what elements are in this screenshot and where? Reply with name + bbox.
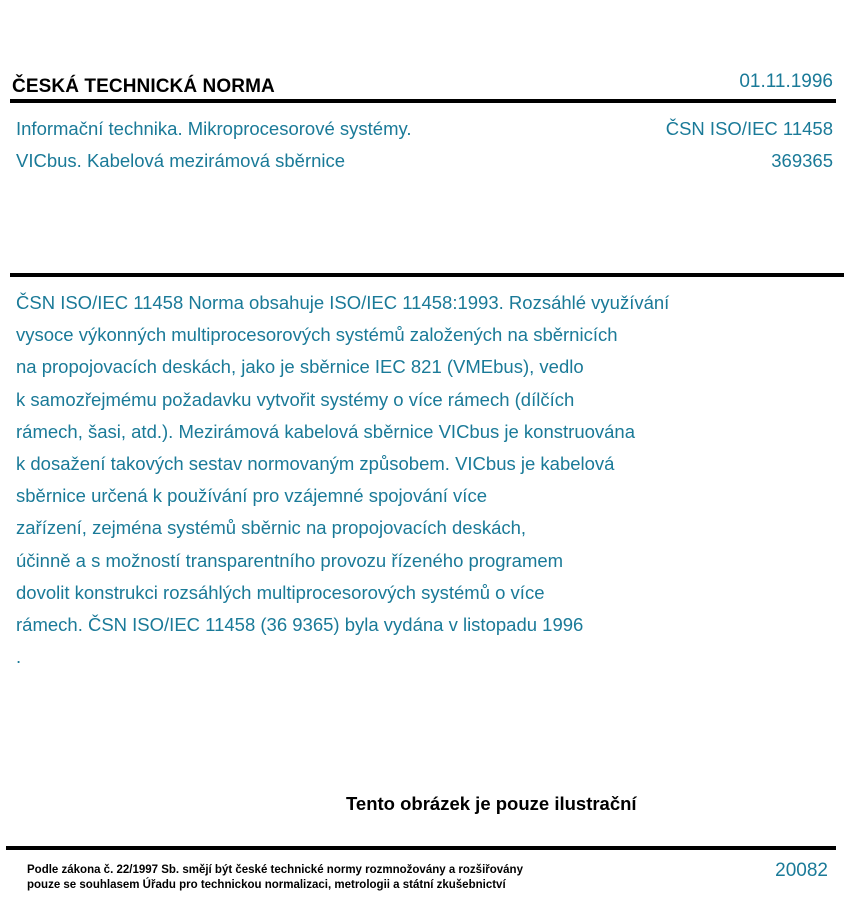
abstract-line: vysoce výkonných multiprocesorových systémů založených na sběrnicích: [16, 324, 618, 346]
abstract-line: ČSN ISO/IEC 11458 Norma obsahuje ISO/IEC 11458:1993. Rozsáhlé využívání: [16, 292, 670, 313]
legal-notice-line-2: pouze se souhlasem Úřadu pro technickou normalizaci, metrologii a státní zkušebnictví: [27, 879, 506, 891]
issue-date: 01.11.1996: [739, 71, 833, 92]
classification-code: 369365: [771, 150, 833, 171]
illustration-notice: Tento obrázek je pouze ilustrační: [346, 793, 637, 814]
legal-notice-line-1: Podle zákona č. 22/1997 Sb. smějí být české technické normy rozmnožovány a rozšiřovány: [27, 864, 523, 876]
abstract-line: zařízení, zejména systémů sběrnic na propojovacích deskách,: [16, 517, 527, 539]
subject-line-1: Informační technika. Mikroprocesorové systémy.: [16, 118, 412, 139]
header-divider: [10, 99, 836, 103]
footer-divider: [6, 846, 836, 850]
abstract-line: rámech, šasi, atd.). Mezirámová kabelová sběrnice VICbus je konstruována: [16, 420, 636, 442]
abstract-line: rámech. ČSN ISO/IEC 11458 (36 9365) byla vydána v listopadu 1996: [16, 614, 584, 636]
abstract-line: k dosažení takových sestav normovaným způsobem. VICbus je kabelová: [16, 453, 615, 475]
abstract-line: .: [16, 646, 22, 668]
subject-divider: [10, 273, 844, 277]
abstract-line: sběrnice určená k používání pro vzájemné spojování více: [16, 485, 487, 507]
abstract-text: [16, 287, 816, 673]
catalog-number: 20082: [775, 860, 828, 881]
abstract-line: na propojovacích deskách, jako je sběrnice IEC 821 (VMEbus), vedlo: [16, 356, 584, 378]
standard-number: ČSN ISO/IEC 11458: [665, 118, 833, 139]
document-title: ČESKÁ TECHNICKÁ NORMA: [12, 76, 275, 97]
subject-line-2: VICbus. Kabelová mezirámová sběrnice: [16, 150, 346, 171]
abstract-line: dovolit konstrukci rozsáhlých multiprocesorových systémů o více: [16, 581, 545, 603]
abstract-line: k samozřejmému požadavku vytvořit systémy o více rámech (dílčích: [16, 388, 575, 410]
abstract-line: účinně a s možností transparentního provozu řízeného programem: [16, 549, 564, 571]
